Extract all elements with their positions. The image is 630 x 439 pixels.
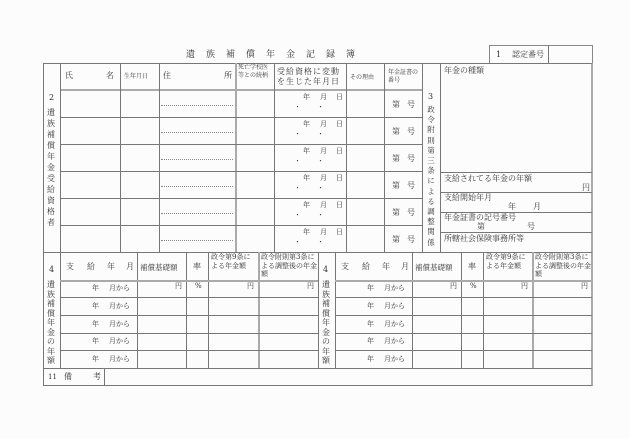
- start-date-month: 月: [533, 202, 541, 211]
- header-period-3: 年: [382, 262, 390, 271]
- row-date-y: 年: [303, 201, 310, 209]
- header-rate: 率: [468, 262, 476, 271]
- start-date-year: 年: [508, 202, 516, 211]
- row-date-dot: ・: [294, 103, 301, 111]
- cert-symbol-right: 号: [527, 222, 535, 231]
- row-date-dot: ・: [294, 130, 301, 138]
- header-relation: 死亡学校医等との続柄: [238, 64, 269, 79]
- header-addr-right: 所: [224, 71, 232, 80]
- period-year: 年: [92, 284, 99, 292]
- row-cert-left: 第: [392, 127, 400, 136]
- row-date-dot: ・: [317, 184, 324, 192]
- row-cert-right: 号: [407, 181, 415, 190]
- remarks-label-left: 備: [64, 372, 72, 381]
- header-period-3: 年: [107, 262, 115, 271]
- header-period-4: 月: [126, 262, 134, 271]
- pension-type-input[interactable]: [441, 76, 591, 171]
- header-art9: 政令第9条による年金額: [486, 253, 526, 270]
- row-date-m: 月: [320, 93, 327, 101]
- period-month: 月から: [384, 337, 405, 345]
- form-title: 遺族補償年金記録簿: [186, 50, 367, 60]
- section4-side-label: 遺族補償年金の年額: [47, 280, 55, 365]
- header-addr-left: 住: [163, 71, 171, 80]
- cert-number-input[interactable]: [549, 46, 592, 63]
- cert-symbol-left: 第: [477, 222, 485, 231]
- row-date-dot: ・: [317, 157, 324, 165]
- period-month: 月から: [384, 302, 405, 310]
- row-date-dot: ・: [317, 211, 324, 219]
- section4-number: 4: [49, 265, 55, 274]
- period-year: 年: [92, 355, 99, 363]
- header-reason: その理由: [350, 74, 375, 81]
- header-period-1: 支: [66, 262, 74, 271]
- unit-base: 円: [450, 282, 457, 290]
- row-date-m: 月: [320, 120, 327, 128]
- row-cert-right: 号: [407, 100, 415, 109]
- period-year: 年: [367, 355, 374, 363]
- header-name-left: 氏: [65, 71, 73, 80]
- row-cert-left: 第: [392, 181, 400, 190]
- row-date-dot: ・: [317, 238, 324, 246]
- period-month: 月から: [109, 355, 130, 363]
- header-art9: 政令第9条による年金額: [211, 253, 251, 270]
- start-date-label: 支給開始年月: [444, 193, 492, 202]
- period-year: 年: [92, 302, 99, 310]
- row-cert-left: 第: [392, 208, 400, 217]
- section4-number: 4: [323, 265, 329, 274]
- period-year: 年: [367, 320, 374, 328]
- pension-type-label: 年金の種類: [444, 66, 484, 75]
- paid-amount-unit: 円: [582, 183, 590, 192]
- row-date-y: 年: [303, 120, 310, 128]
- row-date-d: 日: [336, 147, 343, 155]
- row-date-dot: ・: [317, 103, 324, 111]
- row-date-d: 日: [336, 93, 343, 101]
- header-adjusted: 政令附則第3条による調整後の年金額: [535, 253, 591, 278]
- row-date-y: 年: [303, 228, 310, 236]
- unit-adjusted: 円: [307, 282, 314, 290]
- row-date-dot: ・: [294, 211, 301, 219]
- period-year: 年: [367, 337, 374, 345]
- header-cert-no: 年金証書の番号: [388, 69, 419, 84]
- header-period-1: 支: [341, 262, 349, 271]
- paid-amount-label: 支給されてる年金の年額: [444, 174, 532, 183]
- cert-number-label: 認定番号: [512, 50, 544, 59]
- unit-art9: 円: [521, 282, 528, 290]
- period-year: 年: [92, 337, 99, 345]
- header-base: 補償基礎額: [415, 263, 453, 272]
- header-name-right: 名: [106, 71, 114, 80]
- header-adjusted: 政令附則第3条による調整後の年金額: [261, 253, 317, 278]
- unit-art9: 円: [247, 282, 254, 290]
- row-cert-right: 号: [407, 208, 415, 217]
- section2-number: 2: [49, 93, 55, 102]
- row-date-m: 月: [320, 201, 327, 209]
- row-date-m: 月: [320, 147, 327, 155]
- row-cert-right: 号: [407, 127, 415, 136]
- remarks-label-right: 考: [93, 372, 101, 381]
- row-date-d: 日: [336, 228, 343, 236]
- row-date-d: 日: [336, 201, 343, 209]
- period-month: 月から: [109, 337, 130, 345]
- period-month: 月から: [109, 284, 130, 292]
- row-date-dot: ・: [294, 238, 301, 246]
- section4-side-label: 遺族補償年金の年額: [322, 280, 330, 365]
- row-date-y: 年: [303, 174, 310, 182]
- header-rate: 率: [193, 262, 201, 271]
- unit-base: 円: [175, 282, 182, 290]
- period-year: 年: [367, 284, 374, 292]
- section3-number: 3: [428, 92, 434, 101]
- period-month: 月から: [109, 302, 130, 310]
- row-date-d: 日: [336, 174, 343, 182]
- row-date-dot: ・: [317, 130, 324, 138]
- period-month: 月から: [109, 320, 130, 328]
- row-cert-left: 第: [392, 154, 400, 163]
- period-year: 年: [367, 302, 374, 310]
- unit-rate: %: [195, 282, 202, 290]
- section3-side-label: 政令附則第三条による調整関係: [427, 105, 435, 247]
- header-base: 補償基礎額: [140, 263, 178, 272]
- header-change-date: 受給資格に変動を生じた年月日: [277, 67, 340, 86]
- header-period-2: 給: [362, 262, 370, 271]
- row-date-y: 年: [303, 147, 310, 155]
- cert-symbol-label: 年金証書の記号番号: [444, 213, 516, 222]
- row-cert-left: 第: [392, 235, 400, 244]
- row-date-d: 日: [336, 120, 343, 128]
- unit-adjusted: 円: [581, 282, 588, 290]
- header-period-4: 月: [401, 262, 409, 271]
- remarks-number: 11: [48, 373, 57, 381]
- row-date-dot: ・: [294, 157, 301, 165]
- row-date-m: 月: [320, 228, 327, 236]
- section2-side-label: 遺族補償年金受給資格者: [47, 108, 55, 227]
- period-month: 月から: [384, 355, 405, 363]
- row-date-dot: ・: [294, 184, 301, 192]
- remarks-input[interactable]: [105, 369, 591, 385]
- cert-number-index: 1: [496, 50, 502, 59]
- header-period-2: 給: [87, 262, 95, 271]
- unit-rate: %: [470, 282, 477, 290]
- row-cert-right: 号: [407, 235, 415, 244]
- header-birth: 生年月日: [124, 73, 149, 80]
- row-date-m: 月: [320, 174, 327, 182]
- period-month: 月から: [384, 284, 405, 292]
- row-cert-left: 第: [392, 100, 400, 109]
- office-label: 所轄社会保険事務所等: [444, 234, 524, 243]
- period-year: 年: [92, 320, 99, 328]
- period-month: 月から: [384, 320, 405, 328]
- row-date-y: 年: [303, 93, 310, 101]
- row-cert-right: 号: [407, 154, 415, 163]
